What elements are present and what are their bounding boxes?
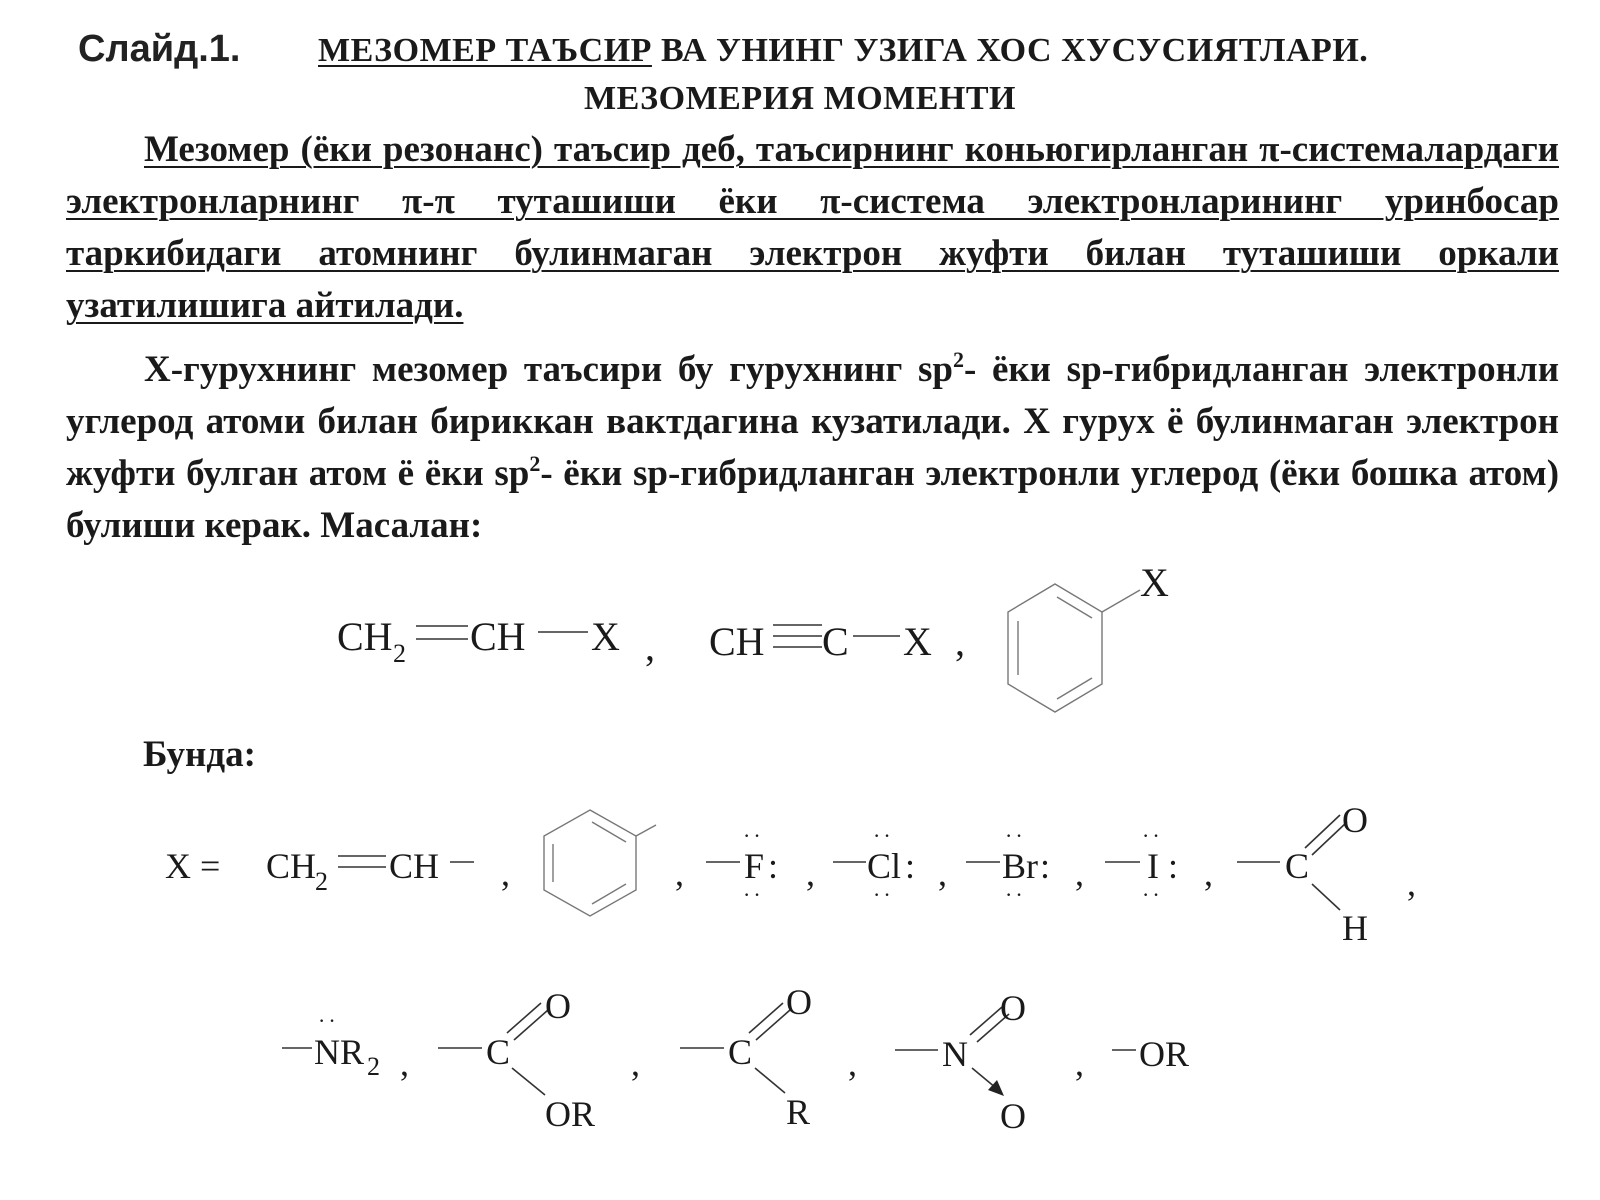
aromatic-inner-line	[1057, 597, 1092, 618]
oxygen-label: O	[1000, 1096, 1026, 1136]
aromatic-inner-line	[592, 884, 626, 904]
lone-pair-dots: ··	[1005, 882, 1026, 907]
phenyl-ring	[544, 810, 636, 916]
substituent-row-2	[282, 982, 1189, 1136]
single-bond-line	[636, 825, 656, 836]
or-label: OR	[1139, 1034, 1190, 1074]
nitrogen-label: N	[942, 1034, 968, 1074]
double-bond-line	[514, 1010, 548, 1040]
lone-pair-dots: ··	[1142, 882, 1163, 907]
lone-pair-dots: ··	[743, 823, 764, 848]
comma: ,	[955, 619, 965, 664]
lone-pair-colon: :	[768, 846, 779, 886]
comma: ,	[1075, 853, 1084, 893]
lone-pair-colon: :	[1040, 846, 1051, 886]
paragraph-part3: - ёки sp-гибридланган электронли углерод (ёки бошка атом) булиши керак. Масалан:	[66, 453, 1560, 546]
comma: ,	[1075, 1043, 1084, 1083]
iodine-label: I	[1147, 846, 1159, 886]
comma: ,	[631, 1043, 640, 1083]
coordinate-bond-line	[972, 1068, 996, 1088]
chlorine-label: Cl	[867, 846, 902, 886]
bunda-label: Бунда:	[143, 734, 256, 775]
oxygen-label: O	[1342, 800, 1368, 840]
fluorine-label: F	[744, 846, 765, 886]
definition-text: Мезомер (ёки резонанс) таъсир деб, таъсирнинг коньюгирланган π-системалардаги электронларнинг π-π туташиши ёки π-система электронларининг уринбосар таркибидаги атомнинг булинмаган электрон жуфти билан туташиши оркали узатилишига айтилади.	[66, 129, 1559, 326]
paragraph-part2: - ёки sp-гибридланган электронли углерод атоми билан бириккан вактдагина кузатилади. X гурух ё булинмаган электрон жуфти булган атом ё ёки sp	[66, 349, 1560, 494]
slide-title-line2: МЕЗОМЕРИЯ МОМЕНТИ	[584, 80, 1016, 117]
lone-pair-dots: ··	[1142, 823, 1163, 848]
comma: ,	[806, 853, 815, 893]
carbon-label: C	[728, 1032, 753, 1072]
alkyne-x-structure	[709, 619, 965, 664]
comma: ,	[938, 853, 947, 893]
single-bond-line	[512, 1068, 545, 1095]
double-bond-line	[756, 1010, 790, 1040]
carbon-label: C	[486, 1032, 511, 1072]
oxygen-label: O	[786, 982, 812, 1022]
lone-pair-colon: :	[905, 846, 916, 886]
lone-pair-dots: ··	[318, 1008, 339, 1033]
c-label: C	[822, 619, 849, 664]
title-underlined-part: МЕЗОМЕР ТАЪСИР	[318, 32, 652, 69]
carbon-label: C	[1285, 846, 1310, 886]
aromatic-inner-line	[1057, 678, 1092, 699]
lone-pair-colon: :	[1168, 846, 1179, 886]
vinyl-x-structure	[337, 614, 655, 669]
oxygen-label: O	[1000, 988, 1026, 1028]
single-bond-line	[1312, 884, 1340, 910]
benzene-ring	[1008, 584, 1102, 712]
comma: ,	[675, 853, 684, 893]
title-rest: ВА УНИНГ УЗИГА ХОС ХУСУСИЯТЛАРИ.	[660, 32, 1369, 69]
subscript-2: 2	[367, 1052, 380, 1081]
slide-label: Слайд.1.	[78, 28, 241, 70]
substituent-row-1	[165, 800, 1416, 948]
double-bond-line	[970, 1007, 1002, 1035]
ch-label: CH	[389, 846, 440, 886]
superscript-2: 2	[952, 347, 964, 372]
subscript-2: 2	[315, 867, 328, 896]
x-label: X	[903, 619, 932, 664]
comma: ,	[848, 1043, 857, 1083]
single-bond-line	[755, 1068, 785, 1093]
comma: ,	[1407, 863, 1416, 903]
comma: ,	[645, 624, 655, 669]
double-bond-line	[1305, 815, 1340, 848]
or-label: OR	[545, 1094, 596, 1134]
lone-pair-dots: ··	[743, 882, 764, 907]
comma: ,	[400, 1043, 409, 1083]
single-bond-line	[1102, 590, 1140, 612]
double-bond-line	[749, 1003, 783, 1033]
lone-pair-dots: ··	[1005, 823, 1026, 848]
ch-label: CH	[709, 619, 765, 664]
aromatic-inner-line	[592, 822, 626, 842]
x-equals: X =	[165, 846, 221, 886]
paragraph-part1: X-гурухнинг мезомер таъсири бу гурухнинг sp	[144, 349, 953, 390]
ch2-label: CH	[266, 846, 317, 886]
bromine-label: Br	[1002, 846, 1038, 886]
comma: ,	[501, 853, 510, 893]
ch2-label: CH	[337, 614, 393, 659]
subscript-2: 2	[393, 639, 406, 668]
r-label: R	[786, 1092, 811, 1132]
comma: ,	[1204, 853, 1213, 893]
double-bond-line	[507, 1003, 541, 1033]
x-label: X	[591, 614, 620, 659]
x-label: X	[1140, 560, 1169, 605]
oxygen-label: O	[545, 986, 571, 1026]
hydrogen-label: H	[1342, 908, 1368, 948]
lone-pair-dots: ··	[873, 823, 894, 848]
lone-pair-dots: ··	[873, 882, 894, 907]
nr2-label: NR	[314, 1032, 365, 1072]
superscript-2: 2	[529, 451, 541, 476]
phenyl-x-structure	[1008, 560, 1169, 712]
ch-label: CH	[470, 614, 526, 659]
